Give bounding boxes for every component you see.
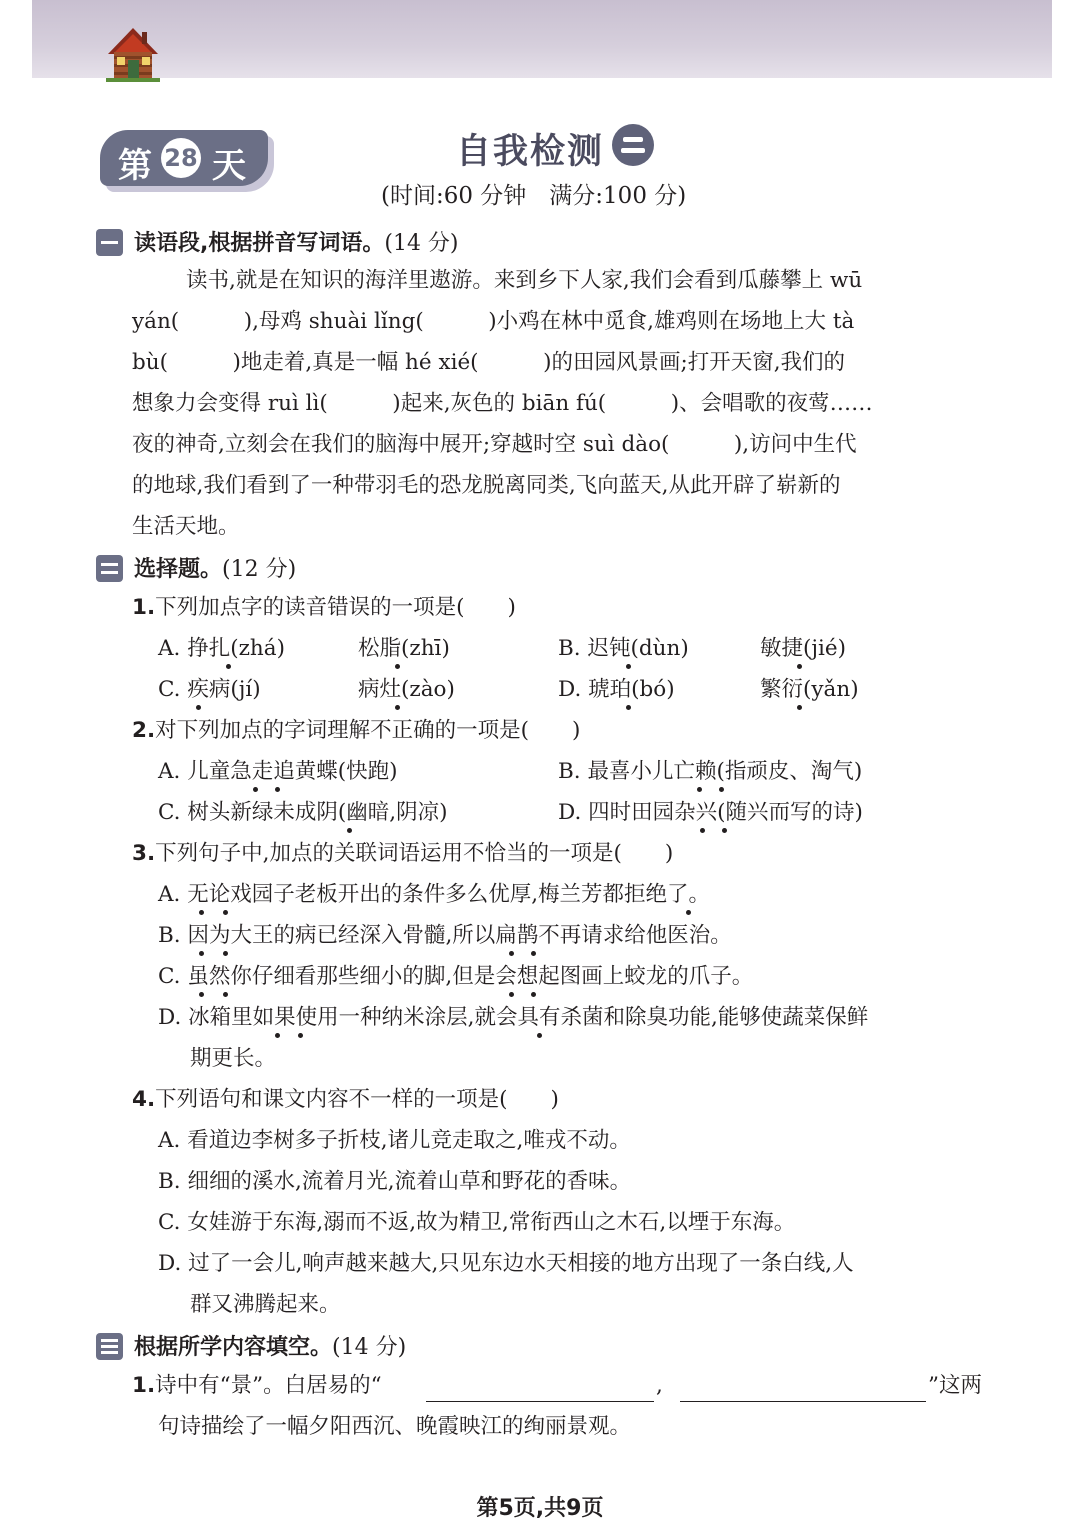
option-item: A. 无论戏园子老板开出的条件多么优厚,梅兰芳都拒绝了。 — [158, 882, 711, 907]
option-item: 繁衍(yǎn) — [760, 677, 859, 702]
emphasis-dot — [797, 705, 802, 710]
section-number-three-icon — [96, 1333, 123, 1360]
emphasis-dot — [223, 951, 228, 956]
emphasis-dot — [531, 992, 536, 997]
passage-line: 想象力会变得 ruì lì( )起来,灰色的 biān fú( )、会唱歌的夜莺…… — [132, 391, 873, 416]
question-1: 1.下列加点字的读音错误的一项是( ) — [132, 595, 516, 620]
page-number: 第5页,共9页 — [476, 1496, 604, 1521]
option-item: D. 冰箱里如果使用一种纳米涂层,就会具有杀菌和除臭功能,能够使蔬菜保鲜 — [158, 1005, 869, 1030]
option-item: 期更长。 — [190, 1046, 277, 1071]
emphasis-dot — [275, 1033, 280, 1038]
emphasis-dot — [509, 951, 514, 956]
option-item: 群又沸腾起来。 — [190, 1292, 341, 1317]
option-item: 松脂(zhī) — [358, 636, 450, 661]
emphasis-dot — [395, 705, 400, 710]
emphasis-dot — [196, 705, 201, 710]
section-three-points: (14 分) — [332, 1335, 407, 1360]
emphasis-dot — [531, 951, 536, 956]
option-item: 敏捷(jié) — [760, 636, 847, 661]
section-number-two-icon — [96, 555, 123, 582]
day-label-suffix: 天 — [212, 146, 246, 186]
emphasis-dot — [509, 992, 514, 997]
emphasis-dot — [199, 951, 204, 956]
emphasis-dot — [700, 828, 705, 833]
answer-blank[interactable] — [680, 1401, 926, 1402]
question-3: 3.下列句子中,加点的关联词语运用不恰当的一项是( ) — [132, 841, 674, 866]
passage-line: 夜的神奇,立刻会在我们的脑海中展开;穿越时空 suì dào( ),访问中生代 — [132, 432, 857, 457]
emphasis-dot — [199, 992, 204, 997]
emphasis-dot — [722, 828, 727, 833]
fill-question-1-line2: 句诗描绘了一幅夕阳西沉、晚霞映江的绚丽景观。 — [158, 1414, 632, 1439]
passage-line: bù( )地走着,真是一幅 hé xié( )的田园风景画;打开天窗,我们的 — [132, 350, 846, 375]
emphasis-dot — [626, 664, 631, 669]
emphasis-dot — [226, 664, 231, 669]
emphasis-dot — [697, 787, 702, 792]
section-one-points: (14 分) — [384, 231, 459, 256]
option-item: A. 儿童急走追黄蝶(快跑) — [158, 759, 398, 784]
option-item: D. 过了一会儿,响声越来越大,只见东边水天相接的地方出现了一条白线,人 — [158, 1251, 854, 1276]
option-item: B. 细细的溪水,流着月光,流着山草和野花的香味。 — [158, 1169, 632, 1194]
emphasis-dot — [223, 910, 228, 915]
day-number: 28 — [161, 138, 201, 178]
option-item: C. 虽然你仔细看那些细小的脚,但是会想起图画上蛟龙的爪子。 — [158, 964, 754, 989]
emphasis-dot — [223, 992, 228, 997]
section-number-one-icon — [96, 229, 123, 256]
passage-line: 生活天地。 — [132, 514, 240, 539]
question-4: 4.下列语句和课文内容不一样的一项是( ) — [132, 1087, 559, 1112]
answer-blank[interactable] — [426, 1401, 654, 1402]
option-item: B. 因为大王的病已经深入骨髓,所以扁鹊不再请求给他医治。 — [158, 923, 732, 948]
emphasis-dot — [199, 910, 204, 915]
section-three-title: 根据所学内容填空。 — [134, 1335, 333, 1360]
day-label-prefix: 第 — [118, 146, 152, 186]
option-item: C. 女娃游于东海,溺而不返,故为精卫,常衔西山之木石,以堙于东海。 — [158, 1210, 796, 1235]
comma-text: , — [656, 1373, 663, 1398]
passage-line: yán( ),母鸡 shuài lǐng( )小鸡在林中觅食,雄鸡则在场地上大 tà — [132, 309, 855, 334]
emphasis-dot — [347, 828, 352, 833]
emphasis-dot — [686, 910, 691, 915]
emphasis-dot — [395, 664, 400, 669]
page-title: 自我检测 — [456, 132, 605, 172]
section-one-title: 读语段,根据拼音写词语。 — [134, 231, 385, 256]
question-2: 2.对下列加点的字词理解不正确的一项是( ) — [132, 718, 581, 743]
option-item: C. 树头新绿未成阴(幽暗,阴凉) — [158, 800, 448, 825]
emphasis-dot — [797, 664, 802, 669]
emphasis-dot — [719, 787, 724, 792]
section-two-title: 选择题。 — [134, 557, 223, 582]
section-two-points: (12 分) — [222, 557, 297, 582]
top-banner — [32, 0, 1052, 78]
fill-question-1: 1.诗中有“景”。白居易的“ — [132, 1373, 382, 1398]
passage-line: 读书,就是在知识的海洋里遨游。来到乡下人家,我们会看到瓜藤攀上 wū — [186, 268, 863, 293]
day-badge — [100, 130, 268, 186]
emphasis-dot — [298, 1033, 303, 1038]
fill-question-1-tail: ”这两 — [928, 1373, 982, 1398]
option-item: D. 四时田园杂兴(随兴而写的诗) — [558, 800, 863, 825]
title-number-two-icon — [612, 124, 654, 166]
emphasis-dot — [537, 1033, 542, 1038]
option-item: C. 疾病(jí) — [158, 677, 261, 702]
option-item: D. 琥珀(bó) — [558, 677, 675, 702]
house-icon — [106, 26, 160, 84]
emphasis-dot — [253, 787, 258, 792]
option-item: B. 最喜小儿亡赖(指顽皮、淘气) — [558, 759, 863, 784]
emphasis-dot — [626, 705, 631, 710]
exam-time-info: (时间:60 分钟 满分:100 分) — [381, 183, 687, 209]
passage-line: 的地球,我们看到了一种带羽毛的恐龙脱离同类,飞向蓝天,从此开辟了崭新的 — [132, 473, 841, 498]
emphasis-dot — [275, 787, 280, 792]
option-item: A. 挣扎(zhá) — [158, 636, 285, 661]
option-item: B. 迟钝(dùn) — [558, 636, 689, 661]
option-item: A. 看道边李树多子折枝,诸儿竞走取之,唯戎不动。 — [158, 1128, 631, 1153]
option-item: 病灶(zào) — [358, 677, 455, 702]
